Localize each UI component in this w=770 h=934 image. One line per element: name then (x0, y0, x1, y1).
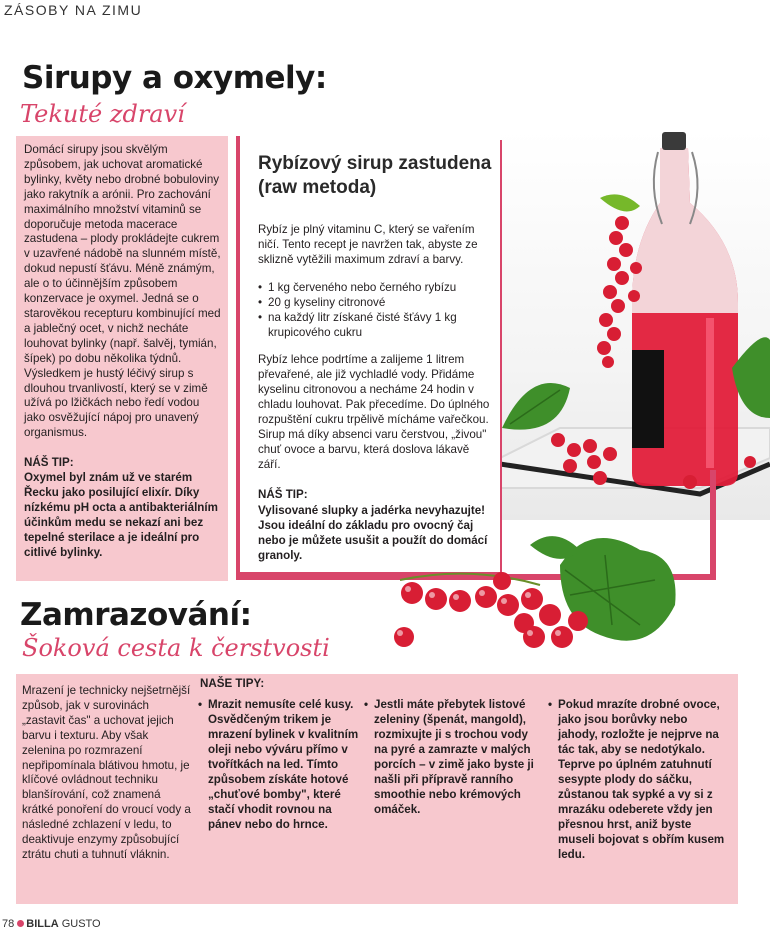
recipe-method: Rybíz lehce podrtíme a zalijeme 1 litrem převařené, ale již vychladlé vody. Přidáme kyselinu citronovou a necháme 24 hodin v chladu louhovat. Pak přecedíme. Do úplného rozpuštění cukru trpělivě mícháme vařečkou. Sirup má díky absenci varu čerstvou, „živou" chuť ovoce a barvu, která doslova lákavě září. (258, 353, 490, 471)
ingredient-item: • 1 kg červeného nebo černého rybízu (258, 280, 488, 295)
footer-brand: BILLA (26, 918, 59, 930)
sirupy-intro-text: Domácí sirupy jsou skvělým způsobem, jak uchovat aromatické bylinky, květy nebo drobné bobuloviny jako rakytník a arónii. Pro zachování maximálního množství vitaminů se doporučuje metoda macerace zastudena – plody prokládejte cukrem v uzavřené nádobě na slunném místě, dokud nepustí šťávu. Méně známým, ale o to účinnějším způsobem konzervace je oxymel. Jedná se o starověkou recepturu kombinující med a jablečný ocet, v nichž necháte louhovat bylinky (např. šalvěj, tymián, šípek) po dobu několika týdnů. Výsledkem je hustý léčivý sirup s dlouhou trvanlivostí, který se v zimě užívá po lžičkách nebo ředí vodou jako osvěžující nápoj pro unavený organismus. (24, 143, 221, 440)
sirupy-info-box (16, 136, 228, 581)
zamrazovani-intro-text: Mrazení je technicky nejšetrnější způsob, jak v surovinách „zastavit čas" a uchovat jejich barvu i texturu. Aby však zelenina po rozmrazení nepřipomínala blátivou hmotu, je klíčové ovládnout techniku blanšírování, což znamená krátké ponoření do vroucí vody a následné zchlazení v ledu, to deaktivuje enzymy způsobující ztrátu chuti a tuhnutí vláknin. (22, 684, 191, 861)
sirupy-tip-heading: NÁŠ TIP: (24, 456, 74, 470)
section-subtitle-zamrazovani: Šoková cesta k čerstvosti (22, 634, 330, 662)
page-footer (2, 918, 101, 930)
bullet-icon: • (548, 698, 553, 711)
recipe-card (236, 136, 500, 576)
section-title-zamrazovani: Zamrazování: (20, 597, 252, 633)
zamrazovani-tips-heading: NAŠE TIPY: (200, 677, 265, 690)
section-title-sirupy: Sirupy a oxymely: (22, 60, 327, 96)
page-number: 78 (2, 918, 15, 930)
freezing-tip-3 (548, 697, 728, 862)
recipe-tip-text: Vylisované slupky a jadérka nevyhazujte! Jsou ideální do základu pro ovocný čaj nebo je můžete usušit a použít do domácí granoly. (258, 504, 488, 562)
recipe-intro: Rybíz je plný vitaminu C, který se vařením ničí. Tento recept je navržen tak, abyste ze sklizně vytěžili maximum zdraví a barvy. (258, 223, 478, 266)
freezing-tip-2 (364, 697, 539, 817)
freezing-tip-text: Pokud mrazíte drobné ovoce, jako jsou borůvky nebo jahody, rozložte je nejprve na tác tak, aby se nedotýkalo. Teprve po úplném zatuhnutí sesypte plody do sáčku, zůstanou tak sypké a vy si z mrazáku odeberete vždy jen přesnou hrst, aniž byste museli bojovat s obřím kusem ledu. (558, 698, 725, 861)
currant-cluster-photo (390, 525, 690, 665)
recipe-card-frame-right (710, 470, 716, 580)
ingredient-item: • na každý litr získané čisté šťávy 1 kg krupicového cukru (258, 310, 488, 340)
recipe-tip-heading: NÁŠ TIP: (258, 488, 308, 501)
ingredient-list (258, 280, 488, 340)
bullet-icon: • (364, 698, 369, 711)
freezing-tip-text: Mrazit nemusíte celé kusy. Osvědčeným trikem je mrazení bylinek v kvalitním oleji nebo výváru přímo v tvořítkách na led. Tímto způsobem získáte hotové „chuťové bomby", které stačí vhodit rovnou na pánev nebo do hrnce. (208, 698, 359, 831)
ingredient-item: • 20 g kyseliny citronové (258, 295, 488, 310)
sirupy-tip-text: Oxymel byl znám už ve starém Řecku jako posilující elixír. Díky nízkému pH octa a antibakteriálním účinkům medu se nekazí ani bez tepelné sterilace a je ideální pro citlivé bylinky. (24, 471, 218, 559)
section-label: ZÁSOBY NA ZIMU (4, 2, 143, 18)
recipe-title: Rybízový sirup zastudena (raw metoda) (258, 153, 492, 198)
freezing-tip-text: Jestli máte přebytek listové zeleniny (špenát, mangold), rozmixujte ji s trochou vody na pyré a zamrazte v malých porcích – v zimě jako byste ji našli při přípravě ranního smoothie nebo krémových omáček. (374, 698, 534, 816)
brand-dot-icon (17, 920, 24, 927)
freezing-tip-1 (198, 697, 368, 832)
bullet-icon: • (198, 698, 203, 711)
section-subtitle-sirupy: Tekuté zdraví (20, 100, 185, 128)
currant-bottle-photo (500, 128, 770, 528)
footer-magazine: GUSTO (61, 918, 101, 930)
